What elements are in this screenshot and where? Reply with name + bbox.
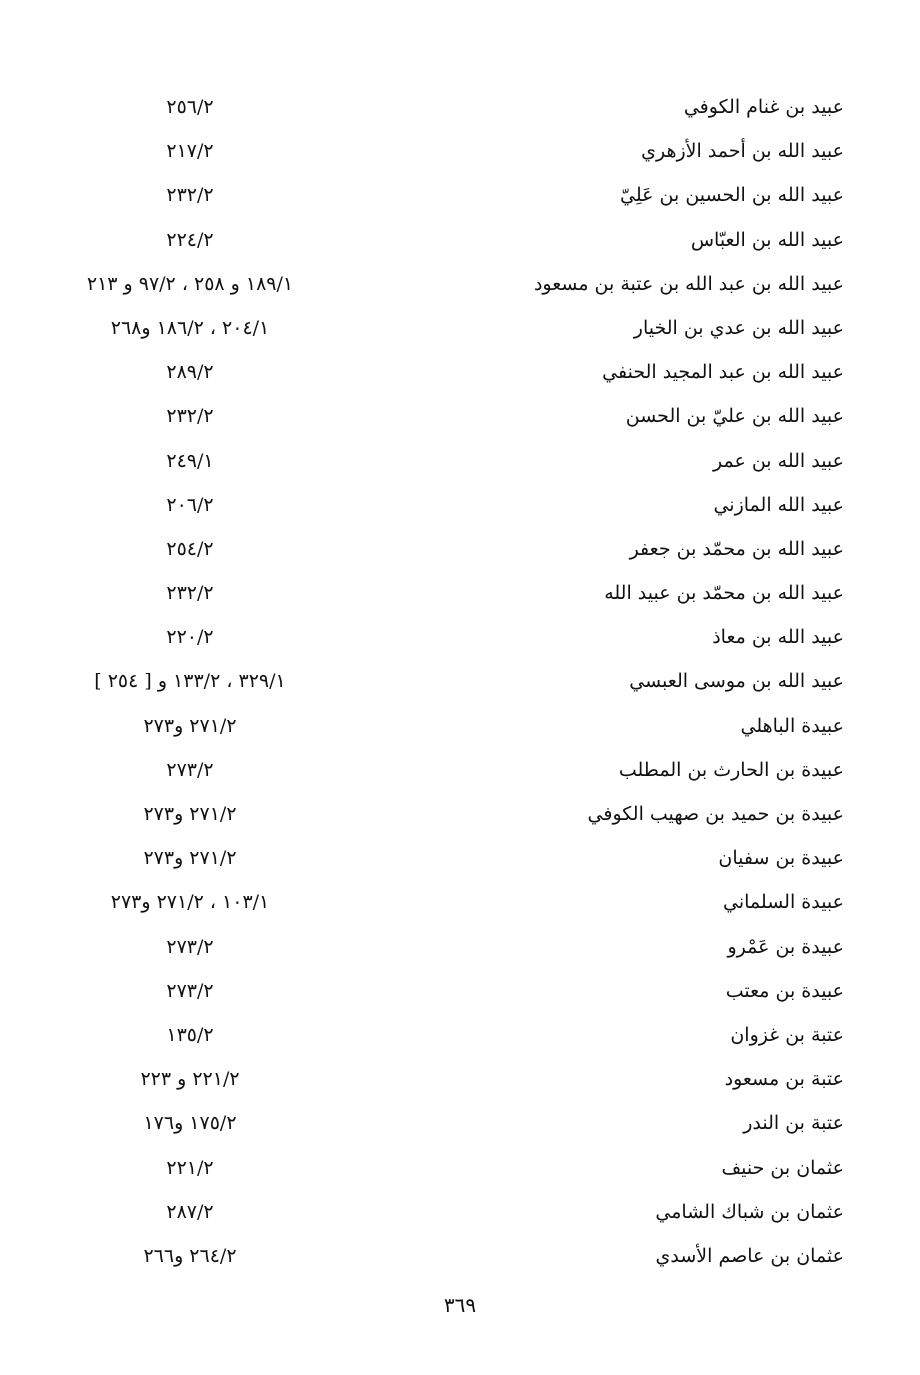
- index-entry: [0, 1191, 920, 1235]
- entry-name: عبيدة الباهلي: [740, 714, 844, 737]
- index-entry: [0, 1102, 920, 1146]
- entry-name: عثمان بن عاصم الأسدي: [655, 1244, 844, 1267]
- entry-name: عثمان بن شباك الشامي: [655, 1200, 844, 1223]
- entry-page-refs: ٢٢١/٢ و ٢٢٣: [140, 1068, 240, 1091]
- entry-page-refs: ٢٧٣/٢: [166, 979, 214, 1002]
- entry-page-refs: ٢٧٣/٢: [166, 758, 214, 781]
- entry-page-refs: ٢٣٢/٢: [166, 184, 214, 207]
- entry-page-refs: ٢٠٦/٢: [166, 493, 214, 516]
- entry-name: عبيد بن غنام الكوفي: [683, 96, 844, 118]
- index-entry: [0, 484, 920, 528]
- index-entry: [0, 351, 920, 395]
- entry-page-refs: ٢٠٤/١ ، ١٨٦/٢ و٢٦٨: [110, 316, 270, 339]
- index-entry: [0, 1147, 920, 1191]
- entry-name: عبيد الله بن موسى العبسي: [629, 670, 844, 693]
- index-entry: [0, 86, 920, 130]
- entry-page-refs: ٢١٧/٢: [166, 140, 214, 163]
- index-entry: [0, 1058, 920, 1102]
- entry-page-refs: ١٨٩/١ و ٢٥٨ ، ٩٧/٢ و ٢١٣: [86, 272, 294, 295]
- entry-page-refs: ٢٨٧/٢: [166, 1200, 214, 1223]
- index-entry: [0, 219, 920, 263]
- entry-name: عثمان بن حنيف: [721, 1156, 844, 1179]
- entry-page-refs: ٢٦٤/٢ و٢٦٦: [143, 1244, 237, 1267]
- entry-page-refs: ١٣٥/٢: [166, 1023, 214, 1046]
- index-entry: [0, 837, 920, 881]
- entry-name: عبيد الله المازني: [713, 493, 844, 516]
- entry-name: عبيدة بن حميد بن صهيب الكوفي: [587, 803, 844, 825]
- index-entry: [0, 263, 920, 307]
- entry-page-refs: ٢٨٩/٢: [166, 361, 214, 384]
- entry-page-refs: ٢٥٤/٢: [166, 537, 214, 560]
- entry-name: عبيد الله بن عمر: [713, 449, 844, 472]
- entry-page-refs: ٢٥٦/٢: [166, 96, 214, 118]
- page-number: ٣٦٩: [443, 1293, 477, 1317]
- index-entry: [0, 616, 920, 660]
- index-entry: [0, 130, 920, 174]
- entry-name: عبيدة بن سفيان: [718, 847, 844, 870]
- entry-name: عبيد الله بن عليّ بن الحسن: [625, 405, 844, 428]
- index-entry-list: [0, 86, 920, 1279]
- entry-name: عبيد الله بن معاذ: [712, 626, 844, 649]
- index-entry: [0, 926, 920, 970]
- entry-name: عبيدة السلماني: [723, 891, 844, 914]
- index-entry: [0, 440, 920, 484]
- entry-name: عبيد الله بن الحسين بن عَلِيّ: [620, 184, 844, 207]
- index-entry: [0, 1014, 920, 1058]
- entry-page-refs: ٢٢١/٢: [166, 1156, 214, 1179]
- index-entry: [0, 307, 920, 351]
- entry-name: عبيد الله بن عبد الله بن عتبة بن مسعود: [533, 272, 844, 295]
- index-entry: [0, 660, 920, 704]
- entry-name: عبيد الله بن العبّاس: [690, 228, 844, 251]
- entry-page-refs: ٢٢٠/٢: [166, 626, 214, 649]
- index-entry: [0, 749, 920, 793]
- entry-page-refs: ٢٧١/٢ و٢٧٣: [143, 714, 237, 737]
- index-entry: [0, 528, 920, 572]
- index-entry: [0, 174, 920, 218]
- entry-name: عبيد الله بن محمّد بن عبيد الله: [604, 582, 844, 605]
- entry-name: عبيدة بن الحارث بن المطلب: [618, 758, 844, 781]
- entry-name: عتبة بن غزوان: [730, 1023, 844, 1046]
- entry-page-refs: ١٧٥/٢ و١٧٦: [143, 1112, 237, 1135]
- entry-name: عبيدة بن معتب: [725, 979, 844, 1002]
- index-entry: [0, 705, 920, 749]
- entry-page-refs: ٢٣٢/٢: [166, 405, 214, 428]
- index-entry: [0, 572, 920, 616]
- entry-page-refs: ٢٤٩/١: [166, 449, 214, 472]
- entry-page-refs: ١٠٣/١ ، ٢٧١/٢ و٢٧٣: [110, 891, 270, 914]
- entry-name: عتبة بن الندر: [743, 1112, 844, 1135]
- entry-name: عبيد الله بن عدي بن الخيار: [633, 316, 844, 339]
- index-entry: [0, 793, 920, 837]
- index-entry: [0, 1235, 920, 1279]
- entry-name: عبيدة بن عَمْرو: [727, 935, 844, 958]
- entry-page-refs: ٢٣٢/٢: [166, 582, 214, 605]
- entry-page-refs: ٢٢٤/٢: [166, 228, 214, 251]
- index-entry: [0, 970, 920, 1014]
- index-entry: [0, 395, 920, 439]
- entry-name: عتبة بن مسعود: [724, 1068, 844, 1091]
- entry-name: عبيد الله بن عبد المجيد الحنفي: [602, 361, 844, 384]
- entry-page-refs: ٢٧١/٢ و٢٧٣: [143, 803, 237, 825]
- entry-page-refs: ٢٧١/٢ و٢٧٣: [143, 847, 237, 870]
- entry-name: عبيد الله بن محمّد بن جعفر: [629, 537, 844, 560]
- entry-page-refs: ٣٢٩/١ ، ١٣٣/٢ و [ ٢٥٤ ]: [94, 670, 286, 693]
- entry-page-refs: ٢٧٣/٢: [166, 935, 214, 958]
- entry-name: عبيد الله بن أحمد الأزهري: [641, 140, 844, 163]
- index-entry: [0, 881, 920, 925]
